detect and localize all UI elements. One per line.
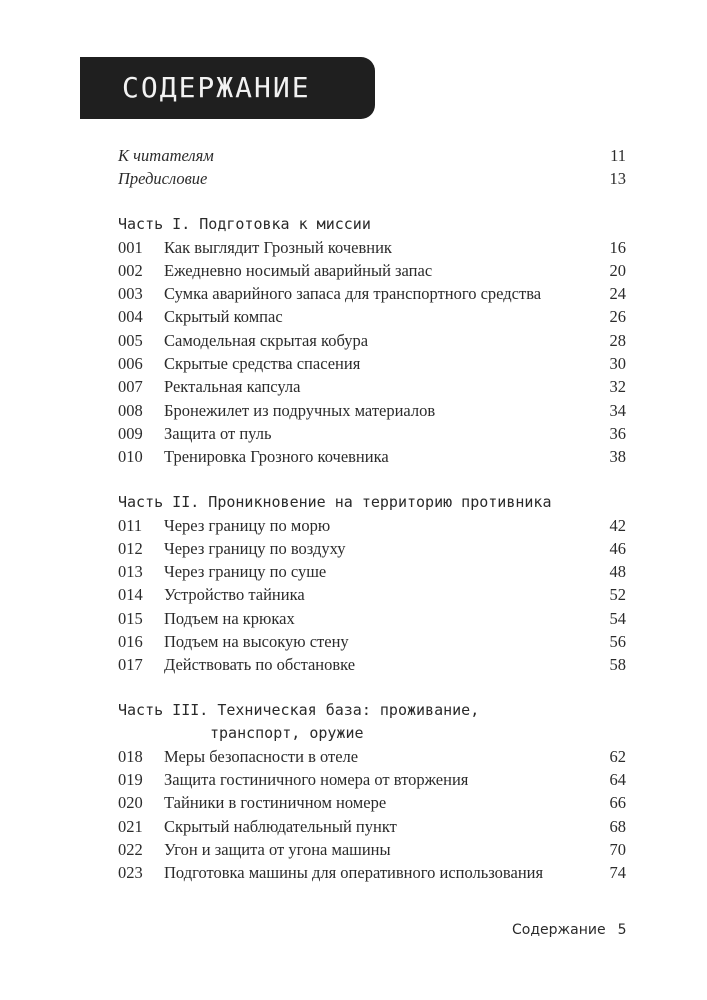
toc-entry[interactable]	[118, 329, 626, 352]
entry-number: 013	[118, 562, 143, 582]
entry-title: Предисловие	[118, 169, 208, 189]
entry-title: Устройство тайника	[164, 585, 305, 605]
entry-page: 52	[609, 585, 626, 605]
section-gap	[118, 677, 626, 699]
entry-title: Через границу по суше	[164, 562, 327, 582]
toc-entry[interactable]	[118, 537, 626, 560]
entry-page: 66	[609, 793, 626, 813]
entry-page: 32	[609, 377, 626, 397]
entry-number: 003	[118, 284, 143, 304]
entry-title: Самодельная скрытая кобура	[164, 330, 369, 350]
entry-page: 58	[609, 655, 626, 675]
toc-entry[interactable]	[118, 560, 626, 583]
entry-number: 021	[118, 816, 143, 836]
toc-entry[interactable]	[118, 768, 626, 791]
entry-page: 68	[609, 816, 626, 836]
toc-entry[interactable]	[118, 838, 626, 861]
part-heading-line: транспорт, оружие	[210, 723, 364, 742]
entry-title: Защита от пуль	[164, 423, 272, 443]
entry-page: 38	[609, 447, 626, 467]
toc-entry[interactable]	[118, 399, 626, 422]
entry-page: 16	[609, 237, 626, 257]
toc-entry[interactable]	[118, 861, 626, 884]
toc-entry[interactable]	[118, 607, 626, 630]
entry-title: Угон и защита от угона машины	[164, 839, 391, 859]
toc-front-entry[interactable]	[118, 167, 626, 190]
entry-title: Действовать по обстановке	[164, 655, 356, 675]
entry-title: Как выглядит Грозный кочевник	[164, 237, 392, 257]
entry-title: Скрытый наблюдательный пункт	[164, 816, 397, 836]
page-number: 5	[617, 922, 627, 938]
toc-entry[interactable]	[118, 653, 626, 676]
entry-page: 70	[609, 839, 626, 859]
entry-page: 48	[609, 562, 626, 582]
entry-title: Ректальная капсула	[164, 377, 301, 397]
entry-number: 022	[118, 839, 143, 859]
entry-number: 005	[118, 330, 143, 350]
entry-page: 28	[609, 330, 626, 350]
entry-title: Ежедневно носимый аварийный запас	[164, 260, 433, 280]
entry-page: 36	[609, 423, 626, 443]
part-heading-line: Часть II. Проникновение на территорию противника	[118, 492, 552, 511]
entry-number: 016	[118, 632, 143, 652]
title-banner	[80, 57, 375, 119]
toc-entry[interactable]	[118, 236, 626, 259]
page-footer	[512, 922, 627, 938]
toc-entry[interactable]	[118, 815, 626, 838]
toc-entry[interactable]	[118, 445, 626, 468]
toc-entry[interactable]	[118, 422, 626, 445]
footer-section: Содержание	[512, 922, 606, 938]
entry-number: 011	[118, 515, 143, 535]
entry-page: 46	[609, 538, 626, 558]
entry-page: 20	[609, 260, 626, 280]
entry-page: 24	[609, 284, 626, 304]
entry-page: 64	[609, 769, 626, 789]
entry-number: 008	[118, 400, 143, 420]
entry-number: 007	[118, 377, 143, 397]
toc-entry[interactable]	[118, 375, 626, 398]
entry-number: 015	[118, 608, 143, 628]
part-heading-line: Часть III. Техническая база: проживание,	[118, 700, 480, 719]
page-title: СОДЕРЖАНИЕ	[122, 71, 311, 104]
entry-title: Защита гостиничного номера от вторжения	[164, 769, 469, 789]
entry-page: 11	[610, 146, 626, 165]
entry-number: 002	[118, 260, 143, 280]
toc-entry[interactable]	[118, 630, 626, 653]
toc-entry[interactable]	[118, 791, 626, 814]
toc-front-entry[interactable]	[118, 144, 626, 167]
entry-title: Тренировка Грозного кочевника	[164, 447, 389, 467]
toc-entry[interactable]	[118, 352, 626, 375]
part-heading-line: Часть I. Подготовка к миссии	[118, 214, 371, 233]
entry-number: 019	[118, 769, 143, 789]
entry-number: 001	[118, 237, 143, 257]
table-of-contents	[118, 144, 626, 884]
entry-number: 023	[118, 863, 143, 883]
part-heading[interactable]	[118, 491, 626, 514]
entry-title: Через границу по воздуху	[164, 538, 346, 558]
toc-entry[interactable]	[118, 514, 626, 537]
entry-title: Через границу по морю	[164, 515, 331, 535]
entry-number: 018	[118, 746, 143, 766]
parts-list	[118, 191, 626, 885]
entry-number: 014	[118, 585, 143, 605]
part-heading[interactable]	[118, 213, 626, 236]
entry-number: 006	[118, 354, 143, 374]
entry-page: 62	[609, 746, 626, 766]
toc-entry[interactable]	[118, 745, 626, 768]
entry-title: Подъем на высокую стену	[164, 632, 349, 652]
part-heading[interactable]	[118, 699, 626, 745]
entry-title: Тайники в гостиничном номере	[164, 793, 387, 813]
toc-entry[interactable]	[118, 282, 626, 305]
toc-entry[interactable]	[118, 305, 626, 328]
entry-title: Скрытый компас	[164, 307, 283, 327]
entry-page: 42	[609, 515, 626, 535]
toc-entry[interactable]	[118, 583, 626, 606]
entry-number: 010	[118, 447, 143, 467]
entry-number: 017	[118, 655, 143, 675]
toc-entry[interactable]	[118, 259, 626, 282]
entry-number: 020	[118, 793, 143, 813]
entry-title: Бронежилет из подручных материалов	[164, 400, 436, 420]
section-gap	[118, 469, 626, 491]
entry-number: 009	[118, 423, 143, 443]
entry-number: 012	[118, 538, 143, 558]
entry-page: 30	[609, 354, 626, 374]
entry-page: 74	[609, 863, 626, 883]
entry-page: 56	[609, 632, 626, 652]
entry-title: Сумка аварийного запаса для транспортного средства	[164, 284, 542, 304]
entry-page: 34	[609, 400, 626, 420]
entry-title: Подъем на крюках	[164, 608, 295, 628]
entry-page: 54	[609, 608, 626, 628]
entry-title: Подготовка машины для оперативного использования	[164, 863, 544, 883]
entry-title: Скрытые средства спасения	[164, 354, 361, 374]
entry-title: Меры безопасности в отеле	[164, 746, 359, 766]
entry-page: 26	[609, 307, 626, 327]
entry-number: 004	[118, 307, 143, 327]
entry-page: 13	[609, 169, 626, 189]
entry-title: К читателям	[118, 146, 214, 165]
section-gap	[118, 191, 626, 213]
